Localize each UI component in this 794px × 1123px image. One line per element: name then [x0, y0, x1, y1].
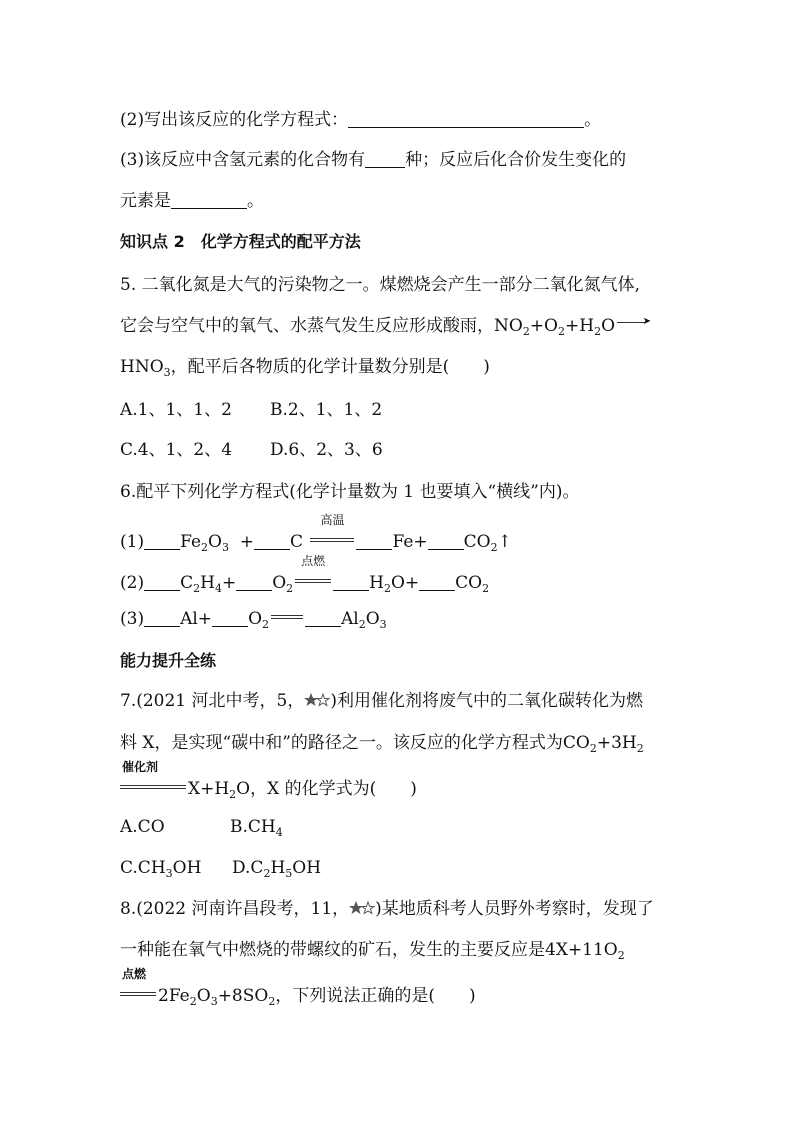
- condition-catalyst: 催化剂: [120, 777, 188, 801]
- answer-blank[interactable]: [144, 608, 180, 627]
- q7-line1: 7.(2021 河北中考，5， )利用催化剂将废气中的二氧化碳转化为燃: [120, 691, 643, 711]
- option-a[interactable]: A.CO: [120, 817, 165, 837]
- star-icon: [349, 900, 375, 916]
- q7-options-row2: [120, 856, 321, 880]
- answer-blank[interactable]: [356, 531, 392, 550]
- answer-blank[interactable]: [365, 149, 405, 168]
- answer-blank[interactable]: [428, 531, 464, 550]
- section-title: 能力提升全练: [120, 651, 217, 670]
- q4-part3: (3)该反应中含氢元素的化合物有 种；反应后化合价发生变化的: [120, 150, 627, 170]
- q8-line1: 8.(2022 河南许昌段考，11， )某地质科考人员野外考察时，发现了: [120, 899, 654, 919]
- reaction-arrow: ➤: [615, 314, 651, 338]
- q5-options-row1: [120, 398, 382, 422]
- answer-blank[interactable]: [419, 572, 455, 591]
- answer-blank[interactable]: [144, 531, 180, 550]
- answer-blank[interactable]: [144, 572, 180, 591]
- answer-blank[interactable]: [254, 531, 290, 550]
- q6-eq2: (2) $C_2H_4+ O_2$ 点燃 $H_2O+ CO_2$: [120, 554, 490, 595]
- option-c[interactable]: C.4、1、2、4: [120, 440, 233, 460]
- q7-line2: 料 X，是实现“碳中和”的路径之一。该反应的化学方程式为$CO_2+3H_2$: [120, 733, 644, 755]
- option-a[interactable]: A.1、1、1、2: [120, 400, 232, 420]
- option-c[interactable]: $C.CH_3OH$: [120, 858, 202, 880]
- option-b[interactable]: B.2、1、1、2: [270, 400, 383, 420]
- answer-blank[interactable]: [305, 608, 341, 627]
- q7-options-row1: [120, 815, 283, 839]
- q6-eq3: (3) $Al+ O_2$ $Al_2O_3$: [120, 609, 387, 631]
- q4-part3-line2: 元素是 。: [120, 191, 264, 211]
- q7-line3: 催化剂 $X+H_2O$，X 的化学式为( ): [122, 760, 417, 801]
- condition-high-temp: 高温: [308, 530, 356, 554]
- q5-line3: $HNO_3$，配平后各物质的化学计量数分别是( ): [120, 357, 490, 379]
- q8-line3: 点燃 $2Fe_2O_3+8SO_2$，下列说法正确的是( ): [122, 967, 476, 1008]
- q4-part2: (2)写出该反应的化学方程式： 。: [120, 110, 602, 130]
- answer-blank[interactable]: [333, 572, 369, 591]
- option-d[interactable]: D.6、2、3、6: [270, 440, 383, 460]
- q8-line2: 一种能在氧气中燃烧的带螺纹的矿石，发生的主要反应是$4X+11O_2$: [120, 940, 625, 962]
- answer-blank[interactable]: [236, 572, 272, 591]
- option-d[interactable]: $D.C_2H_5OH$: [232, 858, 322, 880]
- q6-stem: 6.配平下列化学方程式(化学计量数为 1 也要填入“横线”内)。: [120, 482, 580, 502]
- q5-line1: 5. 二氧化氮是大气的污染物之一。煤燃烧会产生一部分二氧化氮气体,: [120, 275, 641, 295]
- star-icon: [304, 692, 330, 708]
- condition-ignite: 点燃: [120, 984, 158, 1008]
- q5-line2: 它会与空气中的氧气、水蒸气发生反应形成酸雨，$NO_2+O_2+H_2O$ ➤: [120, 316, 652, 338]
- q6-eq1: (1) $Fe_2O_3 + C$ 高温 $Fe+ CO_2↑$: [120, 513, 512, 554]
- condition-equals: [269, 607, 305, 631]
- option-b[interactable]: $B.CH_4$: [230, 817, 283, 839]
- section-title: 知识点 2 化学方程式的配平方法: [120, 232, 361, 251]
- answer-blank[interactable]: [171, 190, 247, 209]
- answer-blank[interactable]: [212, 608, 248, 627]
- condition-ignite: 点燃: [293, 571, 333, 595]
- answer-blank[interactable]: [348, 109, 584, 128]
- q5-options-row2: [120, 438, 383, 462]
